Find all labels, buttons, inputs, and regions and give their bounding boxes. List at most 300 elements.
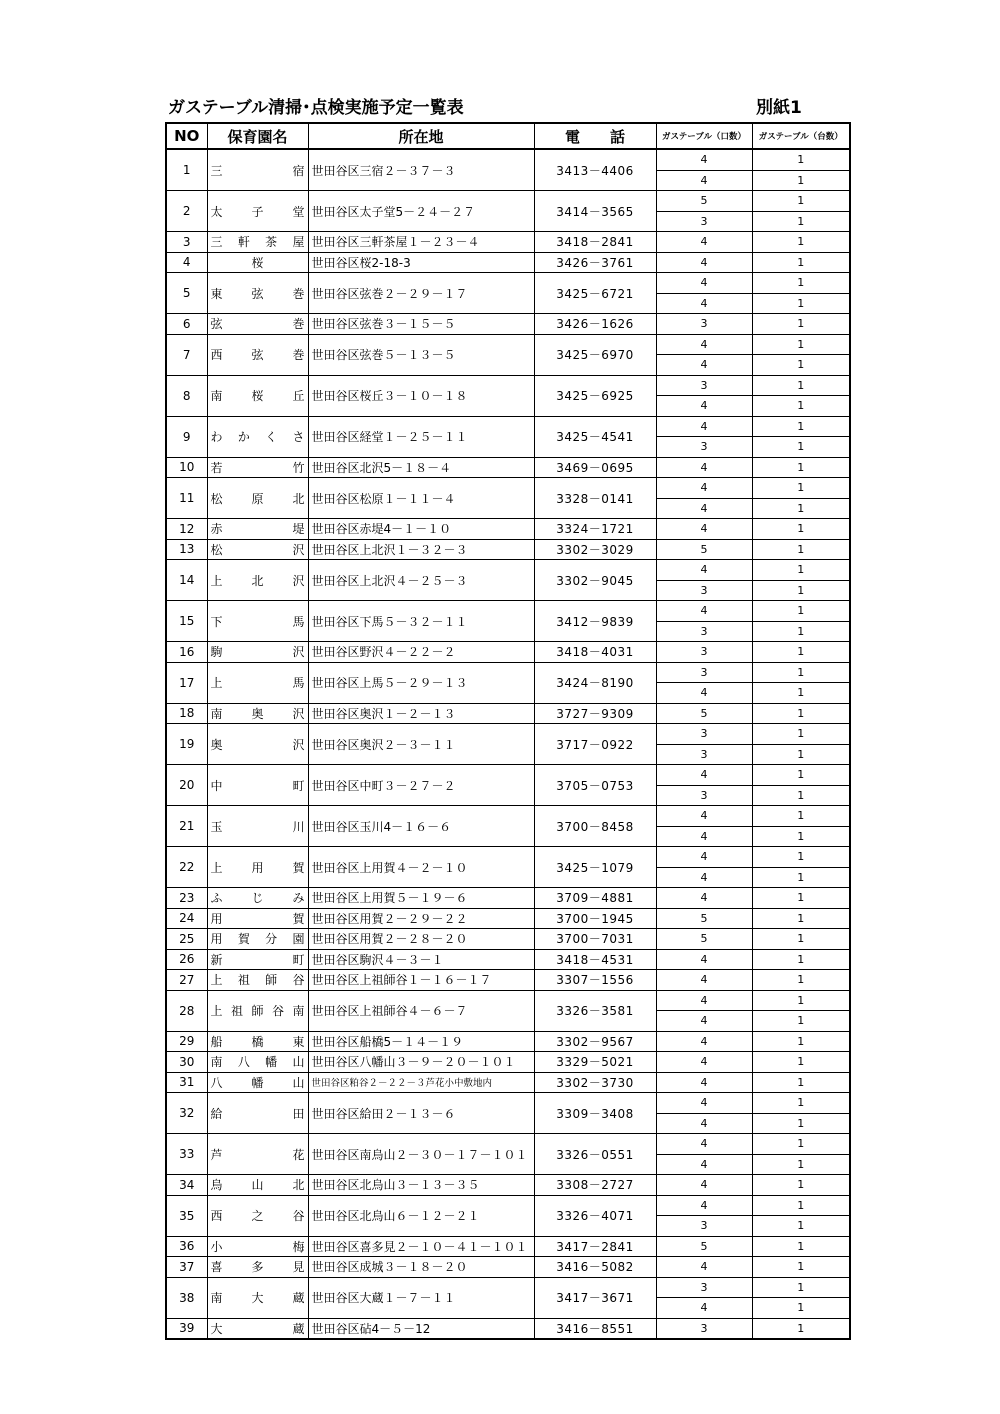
row-number: 20 xyxy=(166,765,207,806)
name-char: 若 xyxy=(210,460,223,475)
unit-count: 1 xyxy=(752,355,850,376)
address: 世田谷区八幡山３－９－２０－１０１ xyxy=(308,1052,534,1073)
name-char: 町 xyxy=(292,952,305,967)
nursery-name xyxy=(207,539,308,560)
burner-count: 4 xyxy=(656,1093,752,1114)
nursery-name xyxy=(207,1093,308,1134)
address: 世田谷区船橋5－１４－１９ xyxy=(308,1031,534,1052)
schedule-table xyxy=(165,122,851,1340)
burner-count: 4 xyxy=(656,1113,752,1134)
burner-count: 4 xyxy=(656,560,752,581)
address: 世田谷区桜2-18-3 xyxy=(308,252,534,273)
address: 世田谷区北烏山６－１２－２１ xyxy=(308,1195,534,1236)
address: 世田谷区上北沢４－２５－３ xyxy=(308,560,534,601)
name-char: 北 xyxy=(292,491,305,506)
name-char: 沢 xyxy=(292,573,305,588)
table-row xyxy=(166,1236,850,1257)
unit-count: 1 xyxy=(752,785,850,806)
name-char: 蔵 xyxy=(292,1321,305,1336)
row-number: 12 xyxy=(166,519,207,540)
unit-count: 1 xyxy=(752,1236,850,1257)
unit-count: 1 xyxy=(752,170,850,191)
burner-count: 3 xyxy=(656,1277,752,1298)
unit-count: 1 xyxy=(752,211,850,232)
phone-number: 3426－1626 xyxy=(534,314,656,335)
unit-count: 1 xyxy=(752,867,850,888)
burner-count: 4 xyxy=(656,273,752,294)
name-char: 軒 xyxy=(237,235,250,250)
address: 世田谷区三宿２－３７－３ xyxy=(308,149,534,191)
phone-number: 3705－0753 xyxy=(534,765,656,806)
table-row xyxy=(166,416,850,437)
table-row xyxy=(166,1175,850,1196)
nursery-name xyxy=(207,149,308,191)
unit-count: 1 xyxy=(752,662,850,683)
nursery-name xyxy=(207,416,308,457)
phone-number: 3418－4031 xyxy=(534,642,656,663)
unit-count: 1 xyxy=(752,416,850,437)
address: 世田谷区太子堂5－２４－２７ xyxy=(308,191,534,232)
phone-number: 3326－4071 xyxy=(534,1195,656,1236)
name-char: 用 xyxy=(251,860,264,875)
row-number: 19 xyxy=(166,724,207,765)
name-char: 賀 xyxy=(292,911,305,926)
row-number: 10 xyxy=(166,457,207,478)
burner-count: 4 xyxy=(656,1134,752,1155)
unit-count: 1 xyxy=(752,1318,850,1339)
burner-count: 4 xyxy=(656,888,752,909)
burner-count: 3 xyxy=(656,621,752,642)
row-number: 39 xyxy=(166,1318,207,1339)
name-char: 丘 xyxy=(292,389,305,403)
nursery-name xyxy=(207,1236,308,1257)
table-row xyxy=(166,642,850,663)
unit-count: 1 xyxy=(752,1031,850,1052)
burner-count: 4 xyxy=(656,970,752,991)
burner-count: 4 xyxy=(656,1154,752,1175)
unit-count: 1 xyxy=(752,1277,850,1298)
unit-count: 1 xyxy=(752,293,850,314)
address: 世田谷区砧4－５－12 xyxy=(308,1318,534,1339)
table-row xyxy=(166,1052,850,1073)
table-row xyxy=(166,232,850,253)
nursery-name xyxy=(207,1175,308,1196)
nursery-name xyxy=(207,478,308,519)
burner-count: 4 xyxy=(656,826,752,847)
phone-number: 3326－0551 xyxy=(534,1134,656,1175)
burner-count: 4 xyxy=(656,170,752,191)
address: 世田谷区桜丘３－１０－１８ xyxy=(308,375,534,416)
name-char: 南 xyxy=(210,389,223,403)
row-number: 13 xyxy=(166,539,207,560)
unit-count: 1 xyxy=(752,519,850,540)
name-char: 八 xyxy=(210,1075,223,1090)
table-row xyxy=(166,990,850,1011)
nursery-name xyxy=(207,908,308,929)
nursery-name xyxy=(207,457,308,478)
name-char: 喜 xyxy=(210,1260,223,1275)
name-char: 橋 xyxy=(251,1034,264,1049)
header-no: NO xyxy=(166,123,207,149)
name-char: 之 xyxy=(251,1209,264,1223)
burner-count: 4 xyxy=(656,478,752,499)
name-char: 沢 xyxy=(292,737,305,752)
name-char: ふ xyxy=(210,891,223,906)
table-row xyxy=(166,970,850,991)
unit-count: 1 xyxy=(752,273,850,294)
name-char: 山 xyxy=(251,1178,264,1193)
table-row xyxy=(166,888,850,909)
name-char: 南 xyxy=(210,1291,223,1305)
name-char: 上 xyxy=(210,860,223,875)
address: 世田谷区上祖師谷１－１６－１７ xyxy=(308,970,534,991)
address: 世田谷区奥沢１－２－１３ xyxy=(308,703,534,724)
row-number: 22 xyxy=(166,847,207,888)
name-char: 弦 xyxy=(251,348,264,362)
table-row xyxy=(166,375,850,396)
phone-number: 3307－1556 xyxy=(534,970,656,991)
unit-count: 1 xyxy=(752,642,850,663)
address: 世田谷区中町３－２７－２ xyxy=(308,765,534,806)
name-char: 馬 xyxy=(292,676,305,690)
name-char: 奥 xyxy=(251,706,264,721)
row-number: 18 xyxy=(166,703,207,724)
unit-count: 1 xyxy=(752,683,850,704)
table-row xyxy=(166,252,850,273)
name-char: 茶 xyxy=(265,235,278,250)
burner-count: 3 xyxy=(656,724,752,745)
name-char: か xyxy=(237,430,250,444)
row-number: 15 xyxy=(166,601,207,642)
name-char: 祖 xyxy=(230,1004,243,1018)
burner-count: 4 xyxy=(656,806,752,827)
header-burner-count: ガステーブル（口数） xyxy=(656,123,752,149)
table-row xyxy=(166,765,850,786)
name-char: 三 xyxy=(210,235,223,250)
table-row xyxy=(166,560,850,581)
address: 世田谷区野沢４－２２－２ xyxy=(308,642,534,663)
nursery-name xyxy=(207,806,308,847)
unit-count: 1 xyxy=(752,334,850,355)
phone-number: 3414－3565 xyxy=(534,191,656,232)
phone-number: 3700－1945 xyxy=(534,908,656,929)
phone-number: 3700－7031 xyxy=(534,929,656,950)
document-title: ガステーブル清掃･点検実施予定一覧表 xyxy=(168,98,464,118)
burner-count: 4 xyxy=(656,1175,752,1196)
address: 世田谷区経堂１－２５－１１ xyxy=(308,416,534,457)
row-number: 37 xyxy=(166,1257,207,1278)
nursery-name xyxy=(207,273,308,314)
name-char: 堤 xyxy=(292,522,305,537)
phone-number: 3416－8551 xyxy=(534,1318,656,1339)
address: 世田谷区奥沢２－３－１１ xyxy=(308,724,534,765)
row-number: 5 xyxy=(166,273,207,314)
burner-count: 4 xyxy=(656,1072,752,1093)
burner-count: 4 xyxy=(656,457,752,478)
name-char: 谷 xyxy=(292,1209,305,1223)
row-number: 35 xyxy=(166,1195,207,1236)
table-row xyxy=(166,949,850,970)
name-char: 師 xyxy=(265,973,278,988)
burner-count: 4 xyxy=(656,396,752,417)
name-char: 烏 xyxy=(210,1178,223,1193)
name-char: 宿 xyxy=(292,163,305,178)
phone-number: 3709－4881 xyxy=(534,888,656,909)
name-char: 見 xyxy=(292,1260,305,1275)
unit-count: 1 xyxy=(752,1011,850,1032)
phone-number: 3328－0141 xyxy=(534,478,656,519)
phone-number: 3418－2841 xyxy=(534,232,656,253)
phone-number: 3727－9309 xyxy=(534,703,656,724)
table-body xyxy=(166,149,850,1339)
row-number: 7 xyxy=(166,334,207,375)
burner-count: 4 xyxy=(656,1257,752,1278)
burner-count: 4 xyxy=(656,355,752,376)
unit-count: 1 xyxy=(752,724,850,745)
address: 世田谷区給田２－１３－６ xyxy=(308,1093,534,1134)
name-char: 分 xyxy=(265,932,278,947)
unit-count: 1 xyxy=(752,703,850,724)
phone-number: 3413－4406 xyxy=(534,149,656,191)
address: 世田谷区駒沢４－３－１ xyxy=(308,949,534,970)
name-char: 蔵 xyxy=(292,1291,305,1305)
table-row xyxy=(166,806,850,827)
address: 世田谷区上馬５－２９－１３ xyxy=(308,662,534,703)
table-row xyxy=(166,1195,850,1216)
table-row xyxy=(166,1093,850,1114)
table-row xyxy=(166,724,850,745)
table-row xyxy=(166,457,850,478)
burner-count: 4 xyxy=(656,683,752,704)
burner-count: 4 xyxy=(656,252,752,273)
unit-count: 1 xyxy=(752,601,850,622)
table-row xyxy=(166,847,850,868)
row-number: 26 xyxy=(166,949,207,970)
row-number: 36 xyxy=(166,1236,207,1257)
name-char: 給 xyxy=(210,1106,223,1121)
burner-count: 3 xyxy=(656,211,752,232)
name-char: 幡 xyxy=(251,1075,264,1090)
header-address: 所在地 xyxy=(308,123,534,149)
burner-count: 4 xyxy=(656,1052,752,1073)
name-char: 巻 xyxy=(292,286,305,301)
unit-count: 1 xyxy=(752,1298,850,1319)
burner-count: 4 xyxy=(656,1031,752,1052)
name-char: 北 xyxy=(292,1178,305,1193)
unit-count: 1 xyxy=(752,1072,850,1093)
burner-count: 4 xyxy=(656,149,752,170)
burner-count: 4 xyxy=(656,498,752,519)
name-char: わ xyxy=(210,430,223,444)
address: 世田谷区用賀２－２８－２０ xyxy=(308,929,534,950)
nursery-name xyxy=(207,314,308,335)
name-char: 巻 xyxy=(292,317,305,332)
name-char: 山 xyxy=(292,1055,305,1070)
address: 世田谷区喜多見２－１０－４１－１０１ xyxy=(308,1236,534,1257)
address: 世田谷区玉川4－１６－６ xyxy=(308,806,534,847)
row-number: 17 xyxy=(166,662,207,703)
name-char: 祖 xyxy=(237,973,250,988)
nursery-name xyxy=(207,929,308,950)
unit-count: 1 xyxy=(752,478,850,499)
unit-count: 1 xyxy=(752,1052,850,1073)
address: 世田谷区南烏山２－３０－１７－１０１ xyxy=(308,1134,534,1175)
table-row xyxy=(166,908,850,929)
phone-number: 3302－9567 xyxy=(534,1031,656,1052)
name-char: 奥 xyxy=(210,737,223,752)
nursery-name xyxy=(207,1134,308,1175)
nursery-name xyxy=(207,1031,308,1052)
header-unit-count: ガステーブル（台数） xyxy=(752,123,850,149)
unit-count: 1 xyxy=(752,806,850,827)
burner-count: 5 xyxy=(656,1236,752,1257)
name-char: 弦 xyxy=(210,317,223,332)
nursery-name xyxy=(207,703,308,724)
name-char: さ xyxy=(292,430,305,444)
name-char: 松 xyxy=(210,542,223,557)
unit-count: 1 xyxy=(752,457,850,478)
name-char: 山 xyxy=(292,1075,305,1090)
unit-count: 1 xyxy=(752,560,850,581)
phone-number: 3324－1721 xyxy=(534,519,656,540)
burner-count: 4 xyxy=(656,232,752,253)
name-char: 田 xyxy=(292,1106,305,1121)
unit-count: 1 xyxy=(752,498,850,519)
name-char: 堂 xyxy=(292,204,305,219)
row-number: 6 xyxy=(166,314,207,335)
phone-number: 3425－6970 xyxy=(534,334,656,375)
address: 世田谷区弦巻５－１３－５ xyxy=(308,334,534,375)
row-number: 21 xyxy=(166,806,207,847)
name-char: 子 xyxy=(251,204,264,219)
address: 世田谷区下馬５－３２－１１ xyxy=(308,601,534,642)
burner-count: 4 xyxy=(656,1298,752,1319)
name-char: 南 xyxy=(210,1055,223,1070)
burner-count: 4 xyxy=(656,519,752,540)
phone-number: 3425－4541 xyxy=(534,416,656,457)
table-row xyxy=(166,519,850,540)
nursery-name xyxy=(207,1072,308,1093)
phone-number: 3412－9839 xyxy=(534,601,656,642)
address: 世田谷区大蔵１－７－１１ xyxy=(308,1277,534,1318)
row-number: 23 xyxy=(166,888,207,909)
phone-number: 3426－3761 xyxy=(534,252,656,273)
table-row xyxy=(166,478,850,499)
unit-count: 1 xyxy=(752,539,850,560)
burner-count: 3 xyxy=(656,785,752,806)
phone-number: 3418－4531 xyxy=(534,949,656,970)
address: 世田谷区成城３－１８－２０ xyxy=(308,1257,534,1278)
burner-count: 4 xyxy=(656,1195,752,1216)
row-number: 9 xyxy=(166,416,207,457)
nursery-name xyxy=(207,1195,308,1236)
burner-count: 5 xyxy=(656,908,752,929)
name-char: 松 xyxy=(210,491,223,506)
unit-count: 1 xyxy=(752,1195,850,1216)
name-char: 船 xyxy=(210,1034,223,1049)
table-row xyxy=(166,1318,850,1339)
phone-number: 3717－0922 xyxy=(534,724,656,765)
unit-count: 1 xyxy=(752,314,850,335)
unit-count: 1 xyxy=(752,908,850,929)
row-number: 11 xyxy=(166,478,207,519)
table-row xyxy=(166,1257,850,1278)
address: 世田谷区北烏山３－１３－３５ xyxy=(308,1175,534,1196)
name-char: 東 xyxy=(210,286,223,301)
name-char: 谷 xyxy=(292,973,305,988)
address: 世田谷区上祖師谷４－６－７ xyxy=(308,990,534,1031)
burner-count: 4 xyxy=(656,334,752,355)
name-char: 川 xyxy=(292,819,305,834)
phone-number: 3425－1079 xyxy=(534,847,656,888)
phone-number: 3469－0695 xyxy=(534,457,656,478)
row-number: 3 xyxy=(166,232,207,253)
name-char: み xyxy=(292,891,305,906)
unit-count: 1 xyxy=(752,1154,850,1175)
name-char: 梅 xyxy=(292,1239,305,1254)
table-row xyxy=(166,191,850,212)
phone-number: 3700－8458 xyxy=(534,806,656,847)
unit-count: 1 xyxy=(752,621,850,642)
address: 世田谷区上用賀４－２－１０ xyxy=(308,847,534,888)
nursery-name xyxy=(207,970,308,991)
burner-count: 4 xyxy=(656,765,752,786)
unit-count: 1 xyxy=(752,375,850,396)
address: 世田谷区松原１－１１－４ xyxy=(308,478,534,519)
burner-count: 3 xyxy=(656,744,752,765)
burner-count: 3 xyxy=(656,1216,752,1237)
phone-number: 3302－9045 xyxy=(534,560,656,601)
unit-count: 1 xyxy=(752,826,850,847)
header-nursery-name: 保育園名 xyxy=(207,123,308,149)
name-char: 町 xyxy=(292,778,305,793)
unit-count: 1 xyxy=(752,396,850,417)
header-phone: 電 話 xyxy=(534,123,656,149)
name-char: 南 xyxy=(210,706,223,721)
unit-count: 1 xyxy=(752,1134,850,1155)
row-number: 30 xyxy=(166,1052,207,1073)
name-char: 中 xyxy=(210,778,223,793)
nursery-name xyxy=(207,765,308,806)
phone-number: 3417－3671 xyxy=(534,1277,656,1318)
burner-count: 3 xyxy=(656,662,752,683)
row-number: 31 xyxy=(166,1072,207,1093)
burner-count: 4 xyxy=(656,949,752,970)
name-char: 園 xyxy=(292,932,305,947)
address: 世田谷区北沢5－１８－４ xyxy=(308,457,534,478)
address: 世田谷区弦巻２－２９－１７ xyxy=(308,273,534,314)
unit-count: 1 xyxy=(752,1093,850,1114)
row-number: 27 xyxy=(166,970,207,991)
nursery-name xyxy=(207,232,308,253)
row-number: 2 xyxy=(166,191,207,232)
row-number: 4 xyxy=(166,252,207,273)
name-char: 大 xyxy=(210,1321,223,1336)
name-char: 沢 xyxy=(292,645,305,660)
phone-number: 3329－5021 xyxy=(534,1052,656,1073)
burner-count: 4 xyxy=(656,867,752,888)
unit-count: 1 xyxy=(752,744,850,765)
name-char: 用 xyxy=(210,932,223,947)
phone-number: 3326－3581 xyxy=(534,990,656,1031)
unit-count: 1 xyxy=(752,888,850,909)
name-char: 赤 xyxy=(210,522,223,537)
unit-count: 1 xyxy=(752,252,850,273)
name-char: 上 xyxy=(210,973,223,988)
name-char: 馬 xyxy=(292,614,305,629)
name-char: 幡 xyxy=(265,1055,278,1070)
name-char: 用 xyxy=(210,911,223,926)
